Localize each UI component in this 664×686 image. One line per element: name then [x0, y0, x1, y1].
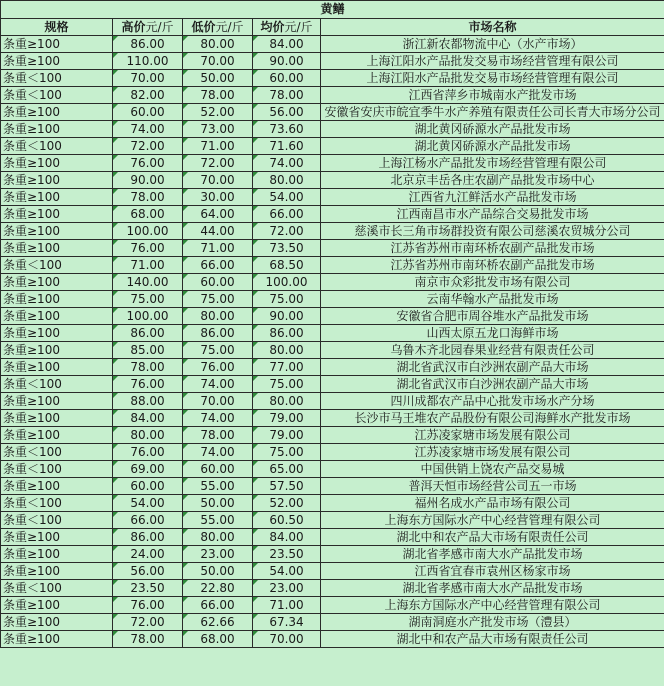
- table-row: [1, 512, 664, 529]
- cell-avg-price: 74.00: [253, 155, 321, 172]
- cell-low-price: 80.00: [183, 308, 253, 325]
- cell-high-price: 70.00: [113, 70, 183, 87]
- cell-avg-price: 79.00: [253, 410, 321, 427]
- cell-low-price: 78.00: [183, 87, 253, 104]
- cell-high-price: 76.00: [113, 155, 183, 172]
- cell-avg-price: 73.50: [253, 240, 321, 257]
- cell-high-price: 72.00: [113, 138, 183, 155]
- title-row: [1, 1, 664, 19]
- table-row: [1, 325, 664, 342]
- cell-high-price: 86.00: [113, 529, 183, 546]
- header-low-unit: 元/斤: [215, 20, 244, 34]
- cell-avg-price: 65.00: [253, 461, 321, 478]
- cell-high-price: 78.00: [113, 189, 183, 206]
- cell-high-price: 76.00: [113, 444, 183, 461]
- cell-low-price: 62.66: [183, 614, 253, 631]
- cell-avg-price: 79.00: [253, 427, 321, 444]
- table-row: [1, 189, 664, 206]
- cell-spec: 条重≥100: [1, 325, 113, 342]
- cell-spec: 条重＜100: [1, 461, 113, 478]
- table-row: [1, 172, 664, 189]
- cell-market-name: 湖南洞庭水产批发市场（澧县）: [321, 614, 664, 631]
- cell-avg-price: 23.50: [253, 546, 321, 563]
- cell-avg-price: 100.00: [253, 274, 321, 291]
- cell-spec: 条重≥100: [1, 393, 113, 410]
- table-row: [1, 546, 664, 563]
- cell-avg-price: 80.00: [253, 342, 321, 359]
- cell-low-price: 71.00: [183, 138, 253, 155]
- table-row: [1, 240, 664, 257]
- cell-market-name: 四川成都农产品中心批发市场水产分场: [321, 393, 664, 410]
- cell-market-name: 山西太原五龙口海鲜市场: [321, 325, 664, 342]
- cell-avg-price: 71.00: [253, 597, 321, 614]
- table-row: [1, 257, 664, 274]
- cell-market-name: 江苏省苏州市南环桥农副产品批发市场: [321, 240, 664, 257]
- cell-high-price: 69.00: [113, 461, 183, 478]
- cell-high-price: 86.00: [113, 325, 183, 342]
- table-row: [1, 495, 664, 512]
- cell-avg-price: 77.00: [253, 359, 321, 376]
- cell-avg-price: 75.00: [253, 376, 321, 393]
- cell-market-name: 安徽省安庆市皖宜季牛水产养殖有限责任公司长青大市场分公司: [321, 104, 664, 121]
- table-row: [1, 104, 664, 121]
- table-row: [1, 529, 664, 546]
- cell-avg-price: 73.60: [253, 121, 321, 138]
- cell-low-price: 70.00: [183, 172, 253, 189]
- cell-avg-price: 72.00: [253, 223, 321, 240]
- cell-avg-price: 84.00: [253, 529, 321, 546]
- cell-high-price: 60.00: [113, 478, 183, 495]
- cell-avg-price: 90.00: [253, 53, 321, 70]
- table-row: [1, 274, 664, 291]
- table-row: [1, 70, 664, 87]
- header-high-label: 高价: [121, 20, 146, 34]
- cell-high-price: 110.00: [113, 53, 183, 70]
- cell-low-price: 74.00: [183, 444, 253, 461]
- table-row: [1, 376, 664, 393]
- cell-market-name: 北京京丰岳各庄农副产品批发市场中心: [321, 172, 664, 189]
- cell-high-price: 74.00: [113, 121, 183, 138]
- table-row: [1, 444, 664, 461]
- cell-high-price: 66.00: [113, 512, 183, 529]
- cell-low-price: 74.00: [183, 410, 253, 427]
- cell-spec: 条重≥100: [1, 240, 113, 257]
- cell-market-name: 上海东方国际水产中心经营管理有限公司: [321, 597, 664, 614]
- cell-market-name: 上海江阳水产品批发交易市场经营管理有限公司: [321, 70, 664, 87]
- cell-low-price: 30.00: [183, 189, 253, 206]
- cell-low-price: 23.00: [183, 546, 253, 563]
- table-row: [1, 410, 664, 427]
- cell-high-price: 78.00: [113, 359, 183, 376]
- cell-market-name: 长沙市马王堆农产品股份有限公司海鲜水产批发市场: [321, 410, 664, 427]
- cell-avg-price: 68.50: [253, 257, 321, 274]
- cell-spec: 条重≥100: [1, 359, 113, 376]
- cell-spec: 条重≥100: [1, 631, 113, 648]
- cell-market-name: 上海江杨水产品批发市场经营管理有限公司: [321, 155, 664, 172]
- table-row: [1, 461, 664, 478]
- table-row: [1, 206, 664, 223]
- cell-market-name: 安徽省合肥市周谷堆水产品批发市场: [321, 308, 664, 325]
- cell-high-price: 54.00: [113, 495, 183, 512]
- cell-avg-price: 86.00: [253, 325, 321, 342]
- cell-spec: 条重≥100: [1, 546, 113, 563]
- cell-avg-price: 67.34: [253, 614, 321, 631]
- cell-spec: 条重≥100: [1, 563, 113, 580]
- cell-market-name: 乌鲁木齐北园春果业经营有限责任公司: [321, 342, 664, 359]
- cell-avg-price: 56.00: [253, 104, 321, 121]
- cell-spec: 条重＜100: [1, 376, 113, 393]
- cell-low-price: 22.80: [183, 580, 253, 597]
- cell-high-price: 72.00: [113, 614, 183, 631]
- table-row: [1, 291, 664, 308]
- cell-market-name: 湖北中和农产品大市场有限责任公司: [321, 529, 664, 546]
- cell-high-price: 86.00: [113, 36, 183, 53]
- cell-high-price: 100.00: [113, 223, 183, 240]
- table-row: [1, 580, 664, 597]
- cell-low-price: 75.00: [183, 342, 253, 359]
- table-row: [1, 138, 664, 155]
- header-spec: 规格: [1, 19, 113, 36]
- table-row: [1, 121, 664, 138]
- cell-avg-price: 75.00: [253, 444, 321, 461]
- cell-high-price: 75.00: [113, 291, 183, 308]
- header-row: [1, 19, 664, 36]
- cell-spec: 条重＜100: [1, 70, 113, 87]
- cell-low-price: 60.00: [183, 461, 253, 478]
- cell-spec: 条重≥100: [1, 189, 113, 206]
- cell-high-price: 85.00: [113, 342, 183, 359]
- cell-low-price: 86.00: [183, 325, 253, 342]
- cell-spec: 条重＜100: [1, 444, 113, 461]
- cell-avg-price: 66.00: [253, 206, 321, 223]
- cell-avg-price: 80.00: [253, 172, 321, 189]
- cell-spec: 条重≥100: [1, 291, 113, 308]
- cell-low-price: 55.00: [183, 512, 253, 529]
- cell-market-name: 湖北省武汉市白沙洲农副产品大市场: [321, 359, 664, 376]
- cell-market-name: 江西南昌市水产品综合交易批发市场: [321, 206, 664, 223]
- cell-spec: 条重≥100: [1, 104, 113, 121]
- cell-high-price: 90.00: [113, 172, 183, 189]
- cell-avg-price: 80.00: [253, 393, 321, 410]
- table-row: [1, 155, 664, 172]
- cell-market-name: 江苏凌家塘市场发展有限公司: [321, 427, 664, 444]
- table-row: [1, 223, 664, 240]
- cell-spec: 条重≥100: [1, 342, 113, 359]
- cell-spec: 条重≥100: [1, 529, 113, 546]
- cell-market-name: 湖北中和农产品大市场有限责任公司: [321, 631, 664, 648]
- cell-low-price: 71.00: [183, 240, 253, 257]
- header-low-label: 低价: [191, 20, 216, 34]
- cell-spec: 条重＜100: [1, 257, 113, 274]
- table-body: [1, 36, 664, 648]
- cell-market-name: 江西省九江鲜活水产品批发市场: [321, 189, 664, 206]
- cell-low-price: 76.00: [183, 359, 253, 376]
- cell-high-price: 60.00: [113, 104, 183, 121]
- cell-low-price: 70.00: [183, 53, 253, 70]
- cell-high-price: 100.00: [113, 308, 183, 325]
- cell-spec: 条重≥100: [1, 53, 113, 70]
- cell-spec: 条重≥100: [1, 478, 113, 495]
- cell-high-price: 84.00: [113, 410, 183, 427]
- cell-high-price: 76.00: [113, 597, 183, 614]
- cell-high-price: 68.00: [113, 206, 183, 223]
- table-row: [1, 393, 664, 410]
- cell-avg-price: 71.60: [253, 138, 321, 155]
- cell-market-name: 江西省萍乡市城南水产批发市场: [321, 87, 664, 104]
- cell-low-price: 74.00: [183, 376, 253, 393]
- cell-spec: 条重≥100: [1, 36, 113, 53]
- cell-market-name: 上海江阳水产品批发交易市场经营管理有限公司: [321, 53, 664, 70]
- cell-spec: 条重≥100: [1, 206, 113, 223]
- cell-low-price: 66.00: [183, 597, 253, 614]
- cell-spec: 条重≥100: [1, 223, 113, 240]
- header-high: [113, 19, 183, 36]
- cell-market-name: 湖北省孝感市南大水产品批发市场: [321, 546, 664, 563]
- table-title: 黄鳝: [1, 1, 664, 19]
- cell-low-price: 44.00: [183, 223, 253, 240]
- table-row: [1, 87, 664, 104]
- cell-market-name: 普洱天恒市场经营公司五一市场: [321, 478, 664, 495]
- cell-spec: 条重≥100: [1, 410, 113, 427]
- cell-market-name: 南京市众彩批发市场有限公司: [321, 274, 664, 291]
- cell-avg-price: 75.00: [253, 291, 321, 308]
- cell-low-price: 50.00: [183, 563, 253, 580]
- cell-spec: 条重≥100: [1, 121, 113, 138]
- cell-low-price: 55.00: [183, 478, 253, 495]
- cell-market-name: 湖北黄冈硚源水产品批发市场: [321, 138, 664, 155]
- cell-avg-price: 84.00: [253, 36, 321, 53]
- cell-market-name: 福州名成水产品市场有限公司: [321, 495, 664, 512]
- cell-market-name: 浙江新农都物流中心（水产市场）: [321, 36, 664, 53]
- header-low: [183, 19, 253, 36]
- header-avg: [253, 19, 321, 36]
- cell-avg-price: 90.00: [253, 308, 321, 325]
- cell-high-price: 24.00: [113, 546, 183, 563]
- cell-low-price: 75.00: [183, 291, 253, 308]
- cell-spec: 条重≥100: [1, 274, 113, 291]
- cell-market-name: 江西省宜春市袁州区杨家市场: [321, 563, 664, 580]
- table-row: [1, 631, 664, 648]
- cell-market-name: 湖北省武汉市白沙洲农副产品大市场: [321, 376, 664, 393]
- cell-avg-price: 60.00: [253, 70, 321, 87]
- cell-spec: 条重≥100: [1, 427, 113, 444]
- cell-spec: 条重＜100: [1, 512, 113, 529]
- header-avg-unit: 元/斤: [284, 20, 313, 34]
- header-market: 市场名称: [321, 19, 664, 36]
- header-high-unit: 元/斤: [145, 20, 174, 34]
- cell-market-name: 云南华翰水产品批发市场: [321, 291, 664, 308]
- cell-low-price: 50.00: [183, 495, 253, 512]
- cell-avg-price: 54.00: [253, 189, 321, 206]
- cell-low-price: 73.00: [183, 121, 253, 138]
- table-row: [1, 308, 664, 325]
- cell-avg-price: 78.00: [253, 87, 321, 104]
- cell-avg-price: 60.50: [253, 512, 321, 529]
- cell-low-price: 60.00: [183, 274, 253, 291]
- cell-high-price: 140.00: [113, 274, 183, 291]
- cell-spec: 条重≥100: [1, 155, 113, 172]
- cell-low-price: 78.00: [183, 427, 253, 444]
- table-row: [1, 36, 664, 53]
- cell-high-price: 76.00: [113, 376, 183, 393]
- cell-low-price: 50.00: [183, 70, 253, 87]
- header-avg-label: 均价: [260, 20, 285, 34]
- table-row: [1, 478, 664, 495]
- cell-spec: 条重≥100: [1, 172, 113, 189]
- cell-low-price: 72.00: [183, 155, 253, 172]
- table-row: [1, 614, 664, 631]
- cell-low-price: 68.00: [183, 631, 253, 648]
- cell-low-price: 64.00: [183, 206, 253, 223]
- cell-high-price: 23.50: [113, 580, 183, 597]
- cell-low-price: 80.00: [183, 529, 253, 546]
- table-row: [1, 342, 664, 359]
- cell-high-price: 71.00: [113, 257, 183, 274]
- cell-market-name: 湖北省孝感市南大水产品批发市场: [321, 580, 664, 597]
- cell-avg-price: 23.00: [253, 580, 321, 597]
- cell-high-price: 88.00: [113, 393, 183, 410]
- cell-low-price: 52.00: [183, 104, 253, 121]
- cell-market-name: 江苏省苏州市南环桥农副产品批发市场: [321, 257, 664, 274]
- table-row: [1, 359, 664, 376]
- cell-low-price: 66.00: [183, 257, 253, 274]
- cell-market-name: 湖北黄冈硚源水产品批发市场: [321, 121, 664, 138]
- table-row: [1, 563, 664, 580]
- table-row: [1, 597, 664, 614]
- table-row: [1, 427, 664, 444]
- cell-high-price: 80.00: [113, 427, 183, 444]
- cell-low-price: 80.00: [183, 36, 253, 53]
- cell-avg-price: 54.00: [253, 563, 321, 580]
- cell-spec: 条重≥100: [1, 308, 113, 325]
- cell-market-name: 慈溪市长三角市场群投资有限公司慈溪农贸城分公司: [321, 223, 664, 240]
- cell-spec: 条重＜100: [1, 138, 113, 155]
- cell-market-name: 中国供销上饶农产品交易城: [321, 461, 664, 478]
- cell-market-name: 上海东方国际水产中心经营管理有限公司: [321, 512, 664, 529]
- cell-spec: 条重＜100: [1, 87, 113, 104]
- cell-high-price: 82.00: [113, 87, 183, 104]
- cell-spec: 条重≥100: [1, 614, 113, 631]
- cell-high-price: 76.00: [113, 240, 183, 257]
- cell-avg-price: 57.50: [253, 478, 321, 495]
- cell-high-price: 56.00: [113, 563, 183, 580]
- cell-market-name: 江苏凌家塘市场发展有限公司: [321, 444, 664, 461]
- cell-avg-price: 70.00: [253, 631, 321, 648]
- table-row: [1, 53, 664, 70]
- cell-low-price: 70.00: [183, 393, 253, 410]
- cell-spec: 条重≥100: [1, 597, 113, 614]
- cell-high-price: 78.00: [113, 631, 183, 648]
- cell-spec: 条重＜100: [1, 495, 113, 512]
- cell-avg-price: 52.00: [253, 495, 321, 512]
- cell-spec: 条重＜100: [1, 580, 113, 597]
